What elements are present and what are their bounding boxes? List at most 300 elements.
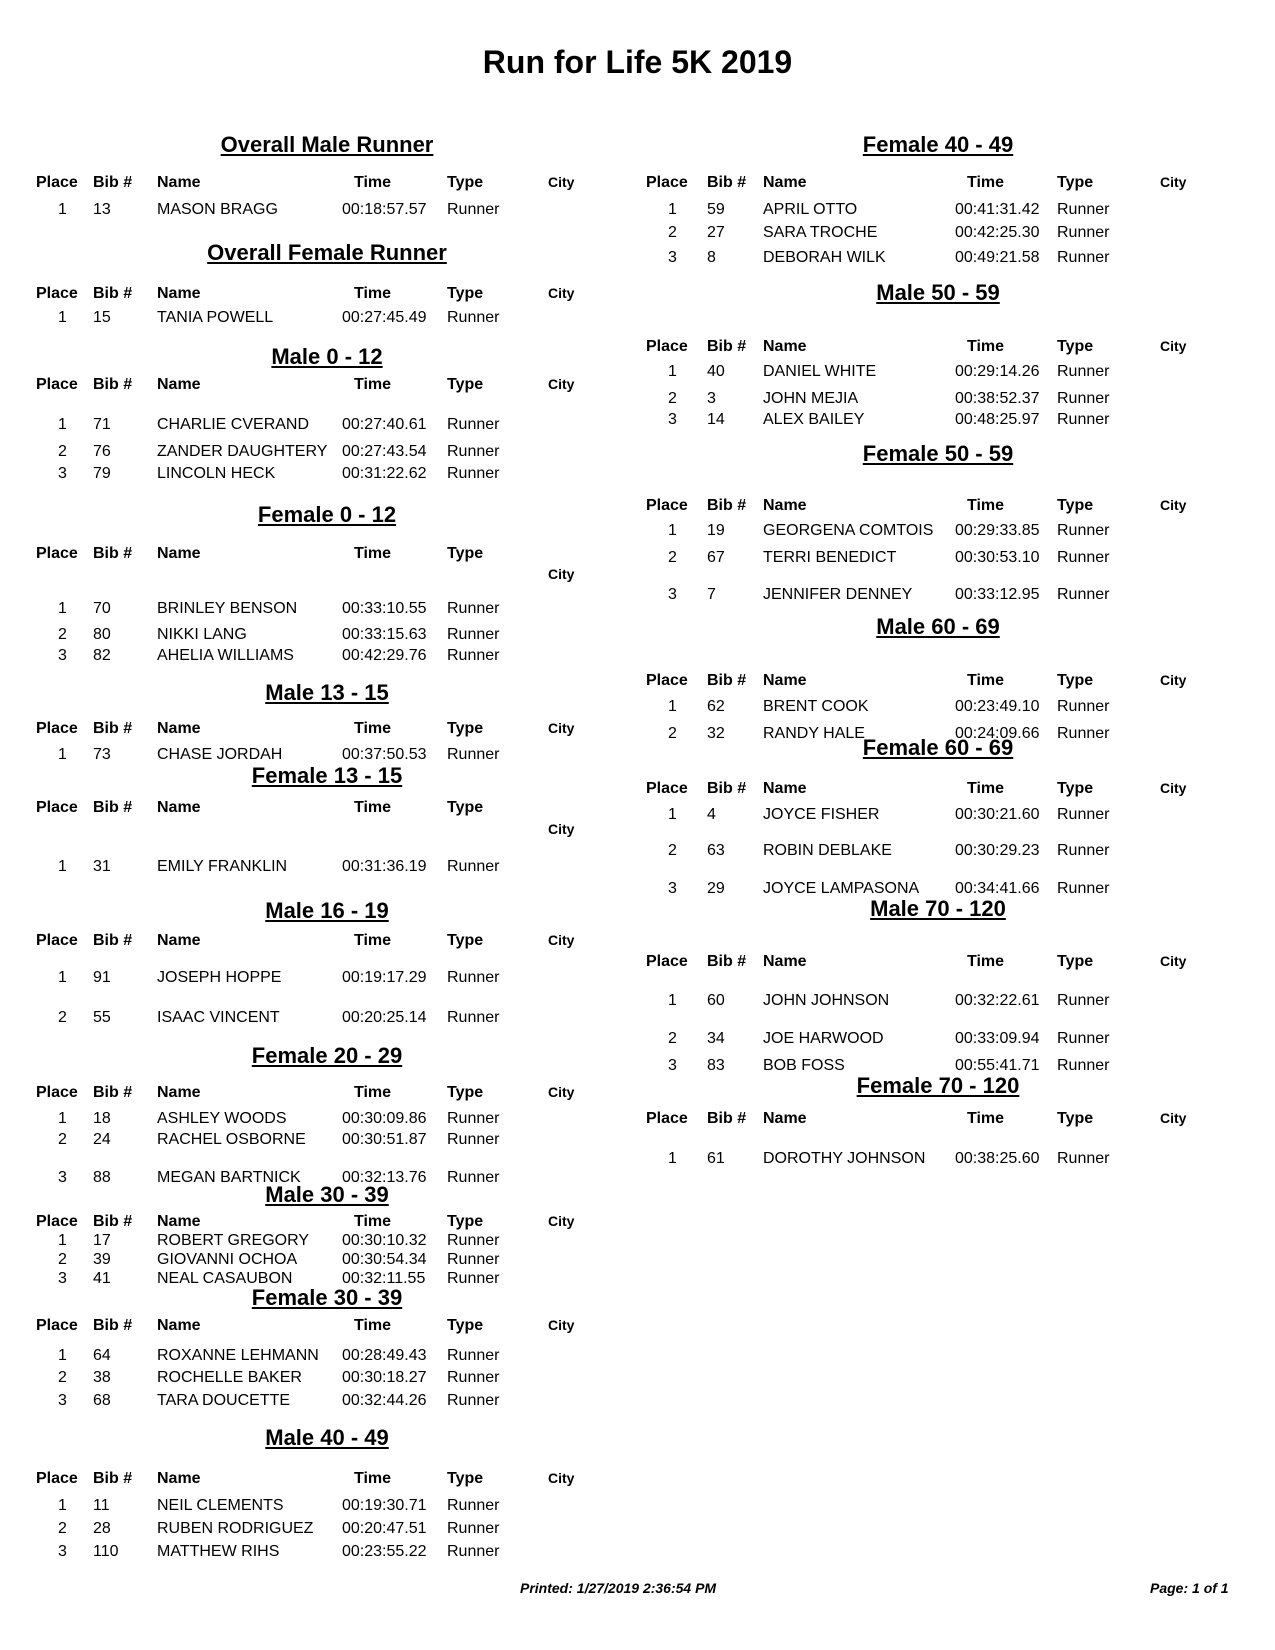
place-cell: 1 xyxy=(58,1347,67,1364)
city-header: City xyxy=(1160,497,1187,513)
printed-timestamp: Printed: 1/27/2019 2:36:54 PM xyxy=(520,1580,717,1596)
type-header: Type xyxy=(1057,1110,1094,1127)
runner-type: Runner xyxy=(1057,201,1110,218)
bib-cell: 64 xyxy=(93,1347,111,1364)
section-title: Male 50 - 59 xyxy=(876,280,1000,305)
runner-type: Runner xyxy=(1057,411,1110,428)
runner-type: Runner xyxy=(447,309,500,326)
finish-time: 00:42:25.30 xyxy=(955,224,1040,241)
place-header: Place xyxy=(646,338,688,355)
place-cell: 1 xyxy=(668,806,677,823)
runner-name: ROBERT GREGORY xyxy=(157,1232,310,1249)
place-cell: 1 xyxy=(58,1497,67,1514)
place-cell: 2 xyxy=(668,390,677,407)
bib-cell: 70 xyxy=(93,600,111,617)
place-header: Place xyxy=(36,932,78,949)
runner-name: CHASE JORDAH xyxy=(157,746,283,763)
runner-type: Runner xyxy=(447,465,500,482)
runner-type: Runner xyxy=(1057,806,1110,823)
bib-cell: 73 xyxy=(93,746,111,763)
section-title: Male 13 - 15 xyxy=(265,680,389,705)
finish-time: 00:19:30.71 xyxy=(342,1497,427,1514)
type-header: Type xyxy=(447,1213,484,1230)
time-header: Time xyxy=(967,174,1005,191)
runner-type: Runner xyxy=(447,1009,500,1026)
time-header: Time xyxy=(967,497,1005,514)
runner-name: RACHEL OSBORNE xyxy=(157,1131,306,1148)
finish-time: 00:19:17.29 xyxy=(342,969,427,986)
bib-header: Bib # xyxy=(93,1084,133,1101)
name-header: Name xyxy=(157,285,201,302)
finish-time: 00:41:31.42 xyxy=(955,201,1040,218)
runner-type: Runner xyxy=(1057,1150,1110,1167)
place-cell: 1 xyxy=(58,746,67,763)
place-cell: 1 xyxy=(668,522,677,539)
bib-cell: 83 xyxy=(707,1057,725,1074)
section-title: Overall Female Runner xyxy=(207,240,447,265)
finish-time: 00:33:12.95 xyxy=(955,586,1040,603)
place-header: Place xyxy=(646,174,688,191)
finish-time: 00:30:51.87 xyxy=(342,1131,427,1148)
finish-time: 00:23:49.10 xyxy=(955,698,1040,715)
runner-name: NIKKI LANG xyxy=(157,626,247,643)
section-title: Female 13 - 15 xyxy=(251,763,403,788)
runner-name: JOHN JOHNSON xyxy=(763,992,890,1009)
finish-time: 00:24:09.66 xyxy=(955,725,1040,742)
type-header: Type xyxy=(447,1317,484,1334)
name-header: Name xyxy=(763,174,807,191)
bib-cell: 3 xyxy=(707,390,716,407)
finish-time: 00:34:41.66 xyxy=(955,880,1040,897)
place-cell: 3 xyxy=(668,586,677,603)
place-cell: 1 xyxy=(58,969,67,986)
section-title: Female 0 - 12 xyxy=(257,502,397,527)
time-header: Time xyxy=(967,780,1005,797)
name-header: Name xyxy=(763,497,807,514)
type-header: Type xyxy=(447,932,484,949)
city-header: City xyxy=(548,720,575,736)
bib-cell: 15 xyxy=(93,309,111,326)
runner-type: Runner xyxy=(447,443,500,460)
bib-header: Bib # xyxy=(707,174,747,191)
finish-time: 00:18:57.57 xyxy=(342,201,427,218)
place-cell: 3 xyxy=(58,647,67,664)
section-title: Female 40 - 49 xyxy=(862,132,1014,157)
city-header: City xyxy=(548,174,575,190)
city-header: City xyxy=(548,566,575,582)
time-header: Time xyxy=(354,174,392,191)
place-cell: 3 xyxy=(668,411,677,428)
runner-name: GIOVANNI OCHOA xyxy=(157,1251,298,1268)
runner-name: BOB FOSS xyxy=(763,1057,845,1074)
time-header: Time xyxy=(354,285,392,302)
place-header: Place xyxy=(36,376,78,393)
time-header: Time xyxy=(967,672,1005,689)
runner-type: Runner xyxy=(447,746,500,763)
section-title: Male 0 - 12 xyxy=(271,344,383,369)
runner-name: BRENT COOK xyxy=(763,698,869,715)
bib-cell: 82 xyxy=(93,647,111,664)
runner-name: JOHN MEJIA xyxy=(763,390,859,407)
place-cell: 3 xyxy=(58,465,67,482)
runner-type: Runner xyxy=(447,201,500,218)
name-header: Name xyxy=(763,338,807,355)
runner-type: Runner xyxy=(1057,549,1110,566)
city-header: City xyxy=(548,376,575,392)
runner-type: Runner xyxy=(1057,1030,1110,1047)
place-header: Place xyxy=(36,1213,78,1230)
finish-time: 00:49:21.58 xyxy=(955,249,1040,266)
city-header: City xyxy=(548,821,575,837)
section-title: Female 20 - 29 xyxy=(251,1043,403,1068)
section-title: Male 30 - 39 xyxy=(265,1182,389,1207)
finish-time: 00:28:49.43 xyxy=(342,1347,427,1364)
name-header: Name xyxy=(157,376,201,393)
place-cell: 1 xyxy=(668,201,677,218)
place-cell: 2 xyxy=(668,725,677,742)
city-header: City xyxy=(548,932,575,948)
bib-header: Bib # xyxy=(93,174,133,191)
finish-time: 00:32:11.55 xyxy=(342,1270,426,1287)
place-cell: 1 xyxy=(58,1232,67,1249)
runner-type: Runner xyxy=(447,1392,500,1409)
finish-time: 00:20:25.14 xyxy=(342,1009,427,1026)
bib-cell: 28 xyxy=(93,1520,111,1537)
finish-time: 00:30:53.10 xyxy=(955,549,1040,566)
section-title: Female 30 - 39 xyxy=(251,1285,403,1310)
bib-cell: 7 xyxy=(707,586,716,603)
place-cell: 1 xyxy=(58,201,67,218)
bib-header: Bib # xyxy=(93,720,133,737)
name-header: Name xyxy=(763,953,807,970)
finish-time: 00:30:10.32 xyxy=(342,1232,427,1249)
place-cell: 1 xyxy=(668,992,677,1009)
place-cell: 3 xyxy=(58,1169,67,1186)
time-header: Time xyxy=(354,932,392,949)
bib-cell: 55 xyxy=(93,1009,111,1026)
name-header: Name xyxy=(763,780,807,797)
type-header: Type xyxy=(447,1084,484,1101)
place-cell: 1 xyxy=(668,1150,677,1167)
runner-type: Runner xyxy=(447,1169,500,1186)
bib-cell: 41 xyxy=(93,1270,111,1287)
runner-name: MEGAN BARTNICK xyxy=(157,1169,301,1186)
city-header: City xyxy=(1160,953,1187,969)
runner-name: JOYCE LAMPASONA xyxy=(763,880,920,897)
name-header: Name xyxy=(157,1084,201,1101)
runner-name: ZANDER DAUGHTERY xyxy=(157,443,328,460)
runner-name: AHELIA WILLIAMS xyxy=(157,647,294,664)
place-header: Place xyxy=(36,799,78,816)
time-header: Time xyxy=(354,799,392,816)
city-header: City xyxy=(548,1084,575,1100)
type-header: Type xyxy=(1057,672,1094,689)
name-header: Name xyxy=(157,1213,201,1230)
time-header: Time xyxy=(967,953,1005,970)
finish-time: 00:33:15.63 xyxy=(342,626,427,643)
bib-cell: 63 xyxy=(707,842,725,859)
runner-type: Runner xyxy=(447,1270,500,1287)
name-header: Name xyxy=(157,174,201,191)
time-header: Time xyxy=(967,1110,1005,1127)
section-title: Male 60 - 69 xyxy=(876,614,1000,639)
runner-name: BRINLEY BENSON xyxy=(157,600,298,617)
finish-time: 00:20:47.51 xyxy=(342,1520,427,1537)
place-cell: 1 xyxy=(58,309,67,326)
bib-cell: 31 xyxy=(93,858,111,875)
finish-time: 00:29:14.26 xyxy=(955,363,1040,380)
finish-time: 00:33:09.94 xyxy=(955,1030,1040,1047)
place-cell: 2 xyxy=(58,443,67,460)
bib-cell: 38 xyxy=(93,1369,111,1386)
place-cell: 3 xyxy=(668,249,677,266)
finish-time: 00:30:21.60 xyxy=(955,806,1040,823)
time-header: Time xyxy=(354,1213,392,1230)
runner-type: Runner xyxy=(447,1369,500,1386)
runner-type: Runner xyxy=(1057,224,1110,241)
finish-time: 00:30:09.86 xyxy=(342,1110,427,1127)
bib-cell: 110 xyxy=(93,1543,119,1560)
time-header: Time xyxy=(354,720,392,737)
name-header: Name xyxy=(157,1317,201,1334)
bib-cell: 76 xyxy=(93,443,111,460)
place-cell: 2 xyxy=(668,842,677,859)
section-title: Male 40 - 49 xyxy=(265,1425,389,1450)
bib-header: Bib # xyxy=(93,799,133,816)
runner-type: Runner xyxy=(447,626,500,643)
finish-time: 00:29:33.85 xyxy=(955,522,1040,539)
city-header: City xyxy=(1160,174,1187,190)
runner-type: Runner xyxy=(447,1232,500,1249)
bib-cell: 67 xyxy=(707,549,725,566)
bib-cell: 24 xyxy=(93,1131,111,1148)
place-header: Place xyxy=(646,497,688,514)
finish-time: 00:32:44.26 xyxy=(342,1392,427,1409)
finish-time: 00:23:55.22 xyxy=(342,1543,427,1560)
place-header: Place xyxy=(646,953,688,970)
bib-header: Bib # xyxy=(707,672,747,689)
time-header: Time xyxy=(354,1317,392,1334)
place-header: Place xyxy=(646,672,688,689)
section-title: Female 50 - 59 xyxy=(862,441,1014,466)
bib-header: Bib # xyxy=(707,953,747,970)
runner-type: Runner xyxy=(447,1497,500,1514)
runner-name: SARA TROCHE xyxy=(763,224,878,241)
place-cell: 2 xyxy=(58,1131,67,1148)
name-header: Name xyxy=(763,1110,807,1127)
finish-time: 00:31:36.19 xyxy=(342,858,427,875)
runner-type: Runner xyxy=(447,1543,500,1560)
finish-time: 00:27:43.54 xyxy=(342,443,427,460)
runner-name: GEORGENA COMTOIS xyxy=(763,522,934,539)
bib-cell: 40 xyxy=(707,363,725,380)
runner-name: ISAAC VINCENT xyxy=(157,1009,280,1026)
finish-time: 00:38:52.37 xyxy=(955,390,1040,407)
type-header: Type xyxy=(447,376,484,393)
runner-type: Runner xyxy=(1057,698,1110,715)
runner-name: JOYCE FISHER xyxy=(763,806,880,823)
bib-cell: 13 xyxy=(93,201,111,218)
city-header: City xyxy=(1160,780,1187,796)
runner-name: RUBEN RODRIGUEZ xyxy=(157,1520,314,1537)
bib-header: Bib # xyxy=(93,285,133,302)
bib-cell: 14 xyxy=(707,411,725,428)
place-cell: 2 xyxy=(58,1520,67,1537)
place-cell: 2 xyxy=(668,224,677,241)
place-cell: 1 xyxy=(58,1110,67,1127)
bib-cell: 80 xyxy=(93,626,111,643)
runner-type: Runner xyxy=(1057,725,1110,742)
time-header: Time xyxy=(354,1084,392,1101)
place-header: Place xyxy=(36,1470,78,1487)
place-header: Place xyxy=(36,1317,78,1334)
finish-time: 00:38:25.60 xyxy=(955,1150,1040,1167)
bib-header: Bib # xyxy=(707,338,747,355)
bib-header: Bib # xyxy=(707,1110,747,1127)
bib-cell: 34 xyxy=(707,1030,725,1047)
runner-type: Runner xyxy=(1057,390,1110,407)
bib-cell: 61 xyxy=(707,1150,725,1167)
finish-time: 00:27:40.61 xyxy=(342,416,427,433)
runner-name: TERRI BENEDICT xyxy=(763,549,897,566)
city-header: City xyxy=(548,1470,575,1486)
bib-cell: 60 xyxy=(707,992,725,1009)
place-header: Place xyxy=(36,1084,78,1101)
runner-type: Runner xyxy=(447,600,500,617)
type-header: Type xyxy=(447,545,484,562)
bib-cell: 29 xyxy=(707,880,725,897)
runner-type: Runner xyxy=(1057,880,1110,897)
bib-cell: 27 xyxy=(707,224,725,241)
bib-cell: 17 xyxy=(93,1232,111,1249)
runner-type: Runner xyxy=(447,647,500,664)
section-title: Female 70 - 120 xyxy=(856,1073,1020,1098)
bib-cell: 11 xyxy=(93,1497,110,1514)
type-header: Type xyxy=(1057,338,1094,355)
place-cell: 2 xyxy=(668,549,677,566)
runner-name: LINCOLN HECK xyxy=(157,465,276,482)
bib-cell: 4 xyxy=(707,806,716,823)
name-header: Name xyxy=(157,1470,201,1487)
type-header: Type xyxy=(447,799,484,816)
runner-type: Runner xyxy=(447,969,500,986)
time-header: Time xyxy=(354,376,392,393)
runner-name: EMILY FRANKLIN xyxy=(157,858,288,875)
section-title: Male 16 - 19 xyxy=(265,898,389,923)
place-header: Place xyxy=(36,545,78,562)
runner-type: Runner xyxy=(447,1110,500,1127)
place-cell: 1 xyxy=(668,363,677,380)
place-cell: 3 xyxy=(58,1392,67,1409)
runner-type: Runner xyxy=(1057,1057,1110,1074)
finish-time: 00:32:13.76 xyxy=(342,1169,427,1186)
runner-name: TANIA POWELL xyxy=(157,309,274,326)
place-cell: 2 xyxy=(58,626,67,643)
runner-type: Runner xyxy=(1057,249,1110,266)
finish-time: 00:30:29.23 xyxy=(955,842,1040,859)
runner-name: MATTHEW RIHS xyxy=(157,1543,280,1560)
bib-cell: 59 xyxy=(707,201,725,218)
bib-header: Bib # xyxy=(93,1317,133,1334)
bib-cell: 68 xyxy=(93,1392,111,1409)
name-header: Name xyxy=(157,799,201,816)
runner-name: ALEX BAILEY xyxy=(763,411,865,428)
name-header: Name xyxy=(157,932,201,949)
runner-name: APRIL OTTO xyxy=(763,201,858,218)
name-header: Name xyxy=(157,720,201,737)
place-cell: 2 xyxy=(58,1009,67,1026)
bib-header: Bib # xyxy=(93,1470,133,1487)
city-header: City xyxy=(548,285,575,301)
finish-time: 00:48:25.97 xyxy=(955,411,1040,428)
runner-type: Runner xyxy=(447,1251,500,1268)
type-header: Type xyxy=(447,285,484,302)
runner-name: ROCHELLE BAKER xyxy=(157,1369,302,1386)
place-cell: 2 xyxy=(668,1030,677,1047)
runner-type: Runner xyxy=(447,416,500,433)
bib-header: Bib # xyxy=(93,376,133,393)
runner-type: Runner xyxy=(447,1347,500,1364)
page-title: Run for Life 5K 2019 xyxy=(482,44,793,80)
place-cell: 1 xyxy=(58,600,67,617)
place-cell: 3 xyxy=(58,1543,67,1560)
runner-name: DANIEL WHITE xyxy=(763,363,877,380)
finish-time: 00:32:22.61 xyxy=(955,992,1040,1009)
runner-name: MASON BRAGG xyxy=(157,201,278,218)
page-number: Page: 1 of 1 xyxy=(1150,1580,1229,1596)
time-header: Time xyxy=(967,338,1005,355)
type-header: Type xyxy=(447,720,484,737)
bib-cell: 62 xyxy=(707,698,725,715)
runner-type: Runner xyxy=(1057,992,1110,1009)
bib-header: Bib # xyxy=(707,497,747,514)
finish-time: 00:55:41.71 xyxy=(955,1057,1040,1074)
finish-time: 00:33:10.55 xyxy=(342,600,427,617)
place-header: Place xyxy=(646,780,688,797)
bib-cell: 39 xyxy=(93,1251,111,1268)
runner-type: Runner xyxy=(1057,586,1110,603)
runner-name: CHARLIE CVERAND xyxy=(157,416,310,433)
time-header: Time xyxy=(354,545,392,562)
city-header: City xyxy=(548,1317,575,1333)
bib-cell: 32 xyxy=(707,725,725,742)
runner-name: JOSEPH HOPPE xyxy=(157,969,282,986)
city-header: City xyxy=(548,1213,575,1229)
time-header: Time xyxy=(354,1470,392,1487)
place-header: Place xyxy=(36,285,78,302)
runner-name: ROXANNE LEHMANN xyxy=(157,1347,319,1364)
runner-name: JENNIFER DENNEY xyxy=(763,586,913,603)
runner-type: Runner xyxy=(1057,522,1110,539)
runner-name: RANDY HALE xyxy=(763,725,865,742)
section-title: Male 70 - 120 xyxy=(870,896,1006,921)
finish-time: 00:37:50.53 xyxy=(342,746,427,763)
bib-header: Bib # xyxy=(707,780,747,797)
bib-header: Bib # xyxy=(93,932,133,949)
runner-type: Runner xyxy=(1057,363,1110,380)
type-header: Type xyxy=(447,174,484,191)
finish-time: 00:27:45.49 xyxy=(342,309,427,326)
runner-name: TARA DOUCETTE xyxy=(157,1392,291,1409)
type-header: Type xyxy=(1057,953,1094,970)
city-header: City xyxy=(1160,672,1187,688)
runner-name: ASHLEY WOODS xyxy=(157,1110,287,1127)
city-header: City xyxy=(1160,338,1187,354)
finish-time: 00:31:22.62 xyxy=(342,465,427,482)
section-title: Overall Male Runner xyxy=(220,132,434,157)
place-cell: 3 xyxy=(668,880,677,897)
place-cell: 3 xyxy=(668,1057,677,1074)
